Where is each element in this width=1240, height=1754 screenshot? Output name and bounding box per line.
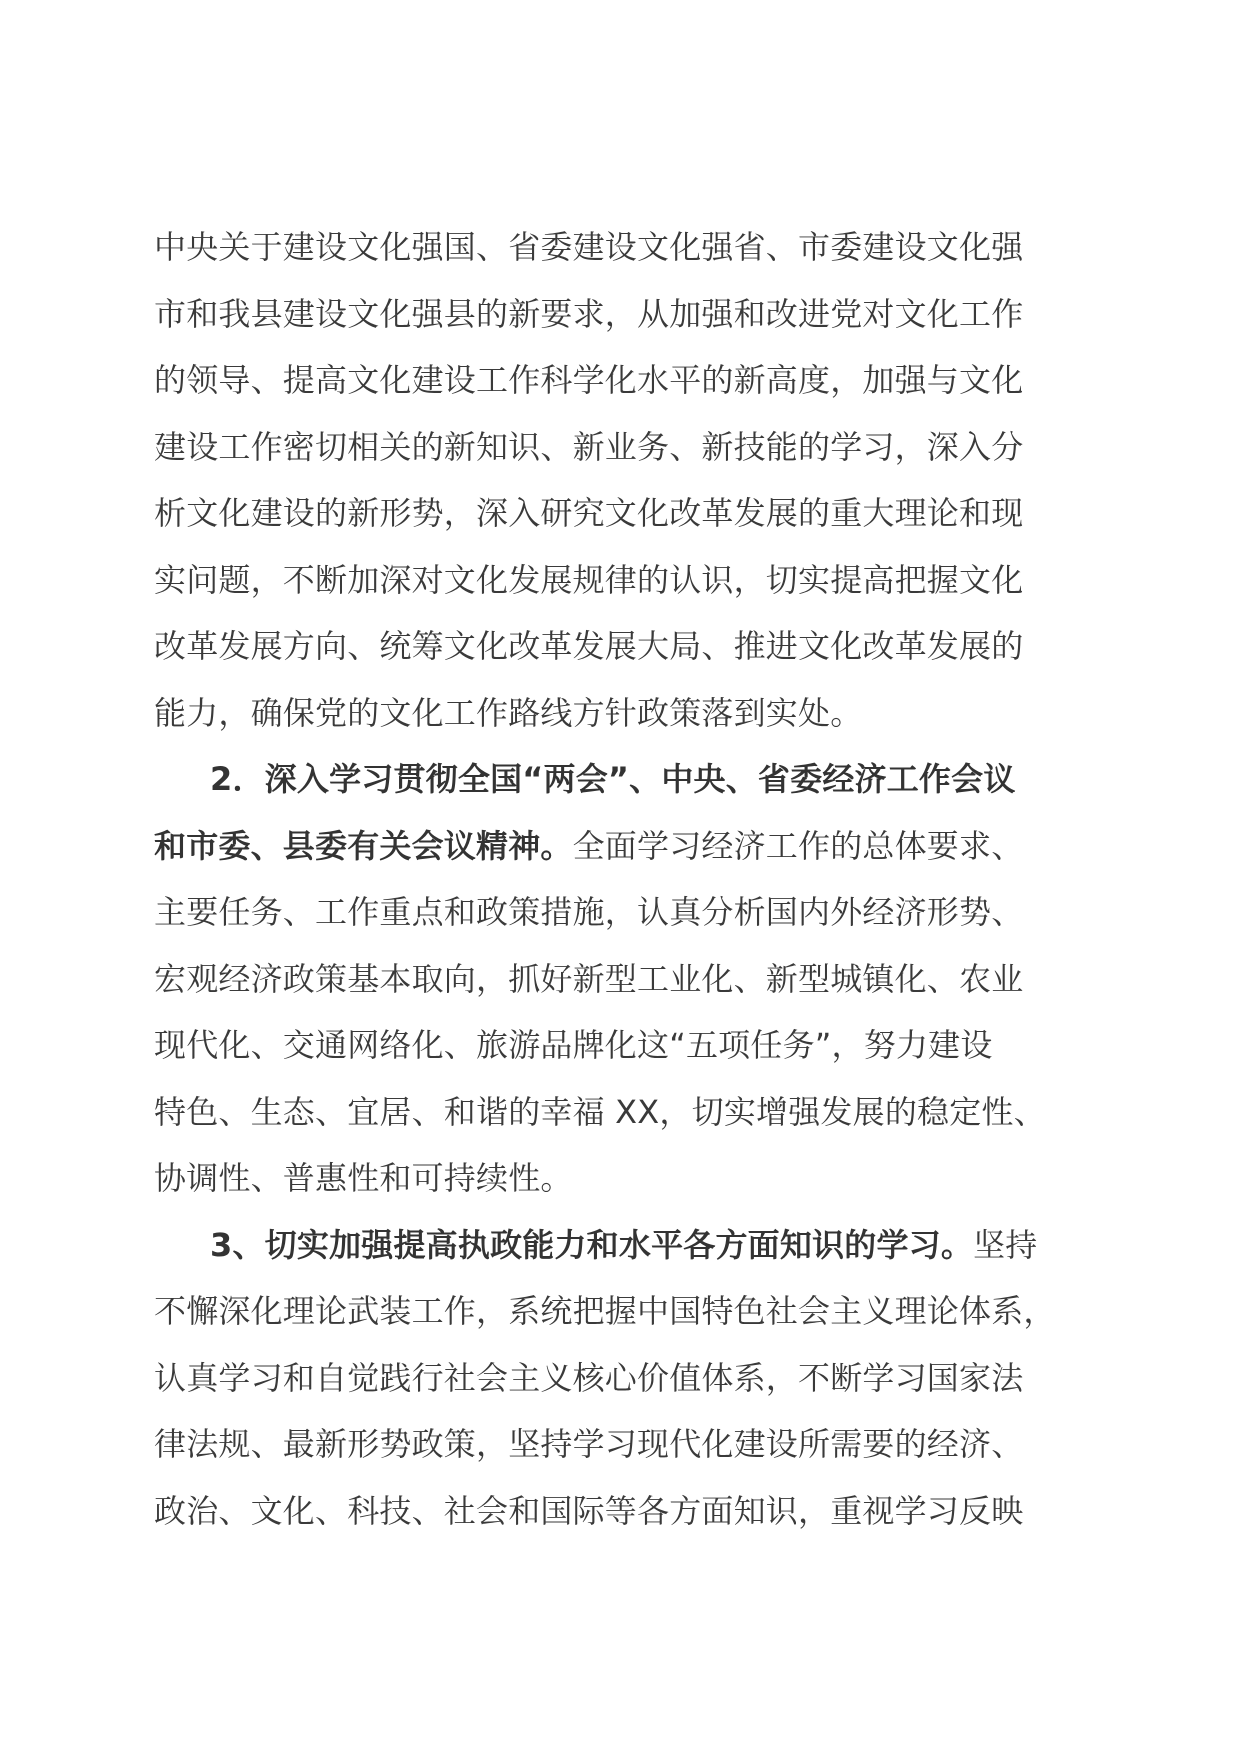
text-run: 坚持: [973, 1225, 1038, 1264]
text-line: 能力，确保党的文化工作路线方针政策落到实处。: [154, 693, 863, 732]
paragraph-heading-line: [154, 746, 1094, 813]
text-line: 律法规、最新形势政策，坚持学习现代化建设所需要的经济、: [154, 1425, 1024, 1463]
text-line: 主要任务、工作重点和政策措施，认真分析国内外经济形势、: [154, 893, 1024, 931]
text-line: 现代化、交通网络化、旅游品牌化这“五项任务”，努力建设: [154, 1026, 993, 1064]
text-line: 宏观经济政策基本取向，抓好新型工业化、新型城镇化、农业: [154, 959, 1024, 998]
paragraph-culture: [154, 214, 1094, 746]
paragraph-governance: [154, 1212, 1094, 1545]
text-line: 不懈深化理论武装工作，系统把握中国特色社会主义理论体系，: [154, 1292, 1056, 1330]
section-heading: 和市委、县委有关会议精神。: [154, 826, 573, 865]
paragraph-economy: [154, 746, 1094, 1212]
text-line: 认真学习和自觉践行社会主义核心价值体系，不断学习国家法: [154, 1358, 1024, 1397]
text-line: 改革发展方向、统筹文化改革发展大局、推进文化改革发展的: [154, 627, 1024, 665]
text-run: 全面学习经济工作的总体要求、: [572, 826, 1024, 865]
text-line: 政治、文化、科技、社会和国际等各方面知识，重视学习反映: [154, 1491, 1024, 1530]
text-line: 建设工作密切相关的新知识、新业务、新技能的学习，深入分: [154, 427, 1024, 466]
text-line: 的领导、提高文化建设工作科学化水平的新高度，加强与文化: [154, 361, 1024, 399]
text-line: 实问题，不断加深对文化发展规律的认识，切实提高把握文化: [154, 560, 1024, 599]
text-line: 析文化建设的新形势，深入研究文化改革发展的重大理论和现: [154, 494, 1024, 532]
text-line: 市和我县建设文化强县的新要求，从加强和改进党对文化工作: [154, 294, 1024, 333]
section-heading: 2．深入学习贯彻全国“两会”、中央、省委经济工作会议: [210, 760, 1016, 798]
text-line: 协调性、普惠性和可持续性。: [154, 1159, 573, 1197]
text-line: 特色、生态、宜居、和谐的幸福 XX，切实增强发展的稳定性、: [154, 1092, 1046, 1131]
paragraph-heading-line: [154, 1212, 1094, 1279]
document-body: [154, 214, 1094, 1544]
text-line: 中央关于建设文化强国、省委建设文化强省、市委建设文化强: [154, 228, 1024, 266]
text-line: [154, 813, 1094, 880]
section-heading: 3、切实加强提高执政能力和水平各方面知识的学习。: [210, 1225, 974, 1264]
